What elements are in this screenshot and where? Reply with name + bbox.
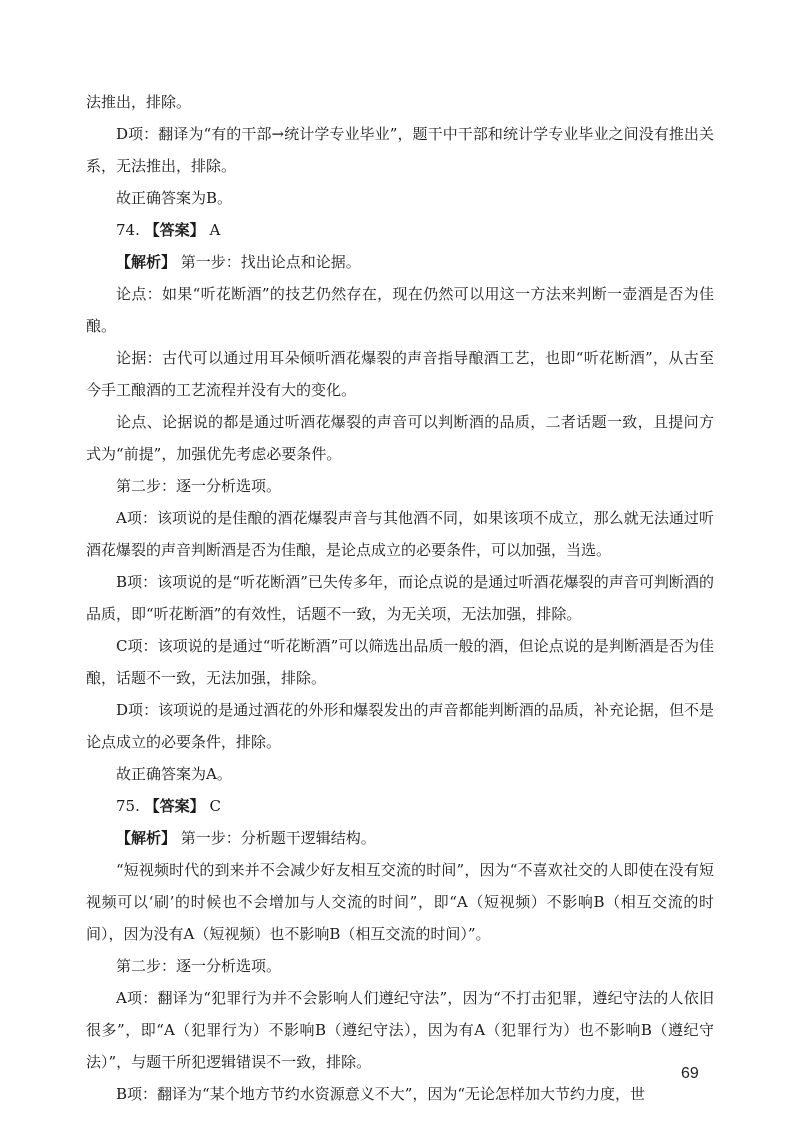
analysis-text: 第一步：找出论点和论据。 <box>180 253 361 271</box>
page-number: 69 <box>681 1065 699 1082</box>
analysis-74-line <box>86 246 714 278</box>
document-page <box>86 86 714 1110</box>
paragraph-1: 法推出，排除。 <box>86 93 192 111</box>
paragraph-14: 故正确答案为A。 <box>116 765 232 783</box>
paragraph-6: 论点：如果“听花断酒”的技艺仍然存在，现在仍然可以用这一方法来判断一壶酒是否为佳酿。 <box>86 285 714 335</box>
answer-74-line <box>86 214 714 246</box>
answer-value: C <box>209 797 221 815</box>
paragraph-20: B项：翻译为“某个地方节约水资源意义不大”，因为“无论怎样加大节约力度，世 <box>116 1085 646 1103</box>
answer-75-line <box>86 790 714 822</box>
paragraph-7: 论据：古代可以通过用耳朵倾听酒花爆裂的声音指导酿酒工艺，也即“听花断酒”，从古至今手工酿酒的工艺流程并没有大的变化。 <box>86 349 714 399</box>
paragraph-10: A项：该项说的是佳酿的酒花爆裂声音与其他酒不同，如果该项不成立，那么就无法通过听酒花爆裂的声音判断酒是否为佳酿，是论点成立的必要条件，可以加强，当选。 <box>86 509 714 559</box>
question-number: 74. <box>116 221 140 239</box>
paragraph-12: C项：该项说的是通过“听花断酒”可以筛选出品质一般的酒，但论点说的是判断酒是否为佳酿，话题不一致，无法加强，排除。 <box>86 637 714 687</box>
question-number: 75. <box>116 797 140 815</box>
answer-label: 【答案】 <box>144 797 205 815</box>
paragraph-17: “短视频时代的到来并不会减少好友相互交流的时间”，因为“不喜欢社交的人即使在没有短视频可以‘刷’的时候也不会增加与人交流的时间”，即“A（短视频）不影响B（相互交流的时间），因为没有A（短视频）也不影响B（相互交流的时间）”。 <box>86 861 714 943</box>
analysis-text: 第一步：分析题干逻辑结构。 <box>180 829 376 847</box>
paragraph-9: 第二步：逐一分析选项。 <box>116 477 282 495</box>
paragraph-19: A项：翻译为“犯罪行为并不会影响人们遵纪守法”，因为“不打击犯罪，遵纪守法的人依旧很多”，即“A（犯罪行为）不影响B（遵纪守法），因为有A（犯罪行为）也不影响B（遵纪守法）”，与题干所犯逻辑错误不一致，排除。 <box>86 989 714 1071</box>
paragraph-3: 故正确答案为B。 <box>116 189 233 207</box>
paragraph-13: D项：该项说的是通过酒花的外形和爆裂发出的声音都能判断酒的品质，补充论据，但不是论点成立的必要条件，排除。 <box>86 701 714 751</box>
analysis-label: 【解析】 <box>116 253 177 271</box>
paragraph-2: D项：翻译为“有的干部→统计学专业毕业”，题干中干部和统计学专业毕业之间没有推出关系，无法推出，排除。 <box>86 125 714 175</box>
paragraph-8: 论点、论据说的都是通过听酒花爆裂的声音可以判断酒的品质，二者话题一致，且提问方式为“前提”，加强优先考虑必要条件。 <box>86 413 714 463</box>
analysis-label: 【解析】 <box>116 829 177 847</box>
answer-value: A <box>209 221 221 239</box>
paragraph-18: 第二步：逐一分析选项。 <box>116 957 282 975</box>
paragraph-11: B项：该项说的是“听花断酒”已失传多年，而论点说的是通过听酒花爆裂的声音可判断酒的品质，即“听花断酒”的有效性，话题不一致，为无关项，无法加强，排除。 <box>86 573 714 623</box>
answer-label: 【答案】 <box>144 221 205 239</box>
analysis-75-line <box>86 822 714 854</box>
